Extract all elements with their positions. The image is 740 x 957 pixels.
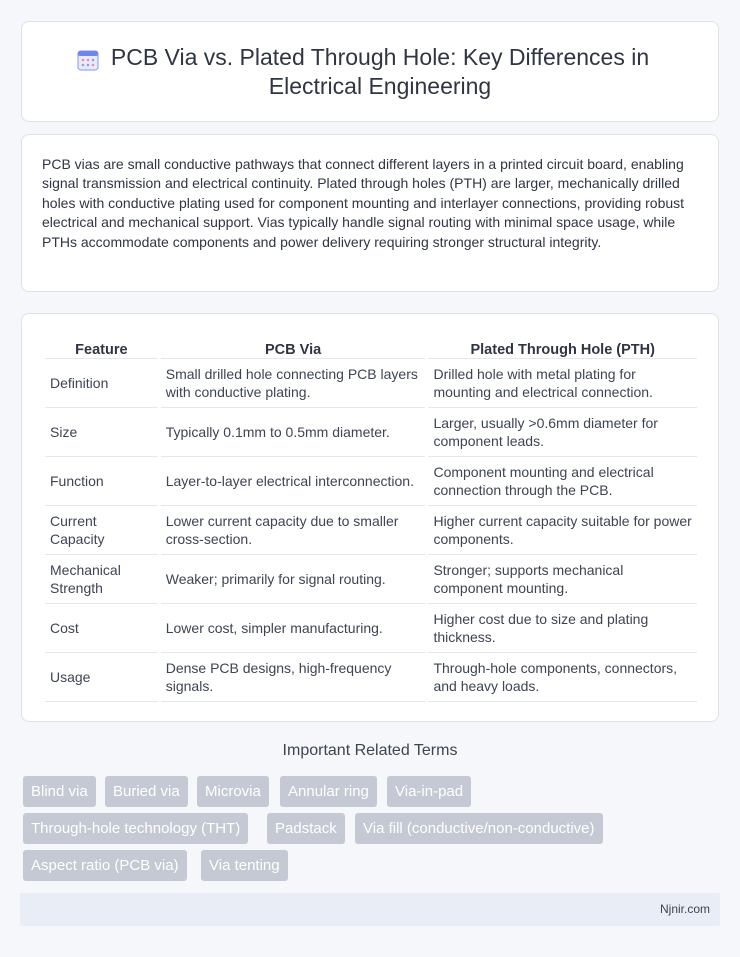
tag-aspect-ratio[interactable]: Aspect ratio (PCB via) — [23, 850, 187, 881]
tag-via-in-pad[interactable]: Via-in-pad — [387, 776, 471, 807]
tag-buried-via[interactable]: Buried via — [105, 776, 188, 807]
row-feature: Usage — [45, 653, 158, 702]
related-terms-heading: Important Related Terms — [282, 742, 458, 759]
row-pth-value: Component mounting and electrical connection through the PCB. — [428, 457, 697, 506]
row-feature: Definition — [45, 359, 158, 408]
row-feature: Cost — [45, 604, 158, 653]
row-pth-value: Through-hole components, connectors, and heavy loads. — [428, 653, 697, 702]
row-pth-value: Higher cost due to size and plating thickness. — [428, 604, 697, 653]
comparison-table — [42, 334, 700, 702]
row-feature: Function — [45, 457, 158, 506]
row-pth-value: Stronger; supports mechanical component mounting. — [428, 555, 697, 604]
row-feature: Mechanical Strength — [45, 555, 158, 604]
row-pth-value: Higher current capacity suitable for power components. — [428, 506, 697, 555]
table-row — [45, 359, 697, 408]
tag-via-fill[interactable]: Via fill (conductive/non-conductive) — [355, 813, 603, 844]
tag-annular-ring[interactable]: Annular ring — [280, 776, 377, 807]
tag-through-hole-technology[interactable]: Through-hole technology (THT) — [23, 813, 248, 844]
intro-paragraph: PCB vias are small conductive pathways that connect different layers in a printed circuit board, enabling signal transmission and electrical continuity. Plated through holes (PTH) are larger, mechanically drilled holes with conductive plating used for component mounting and interlayer connections, providing robust electrical and mechanical support. Vias typically handle signal routing with minimal space usage, while PTHs accommodate components and power delivery requiring stronger structural integrity. — [42, 156, 685, 250]
tag-microvia[interactable]: Microvia — [197, 776, 269, 807]
table-row — [45, 506, 697, 555]
table-row — [45, 604, 697, 653]
row-via-value: Small drilled hole connecting PCB layers with conductive plating. — [161, 359, 426, 408]
table-row — [45, 653, 697, 702]
page-title: PCB Via vs. Plated Through Hole: Key Differences in Electrical Engineering — [110, 43, 650, 99]
row-pth-value: Larger, usually >0.6mm diameter for component leads. — [428, 408, 697, 457]
tag-blind-via[interactable]: Blind via — [23, 776, 96, 807]
row-feature: Current Capacity — [45, 506, 158, 555]
row-via-value: Lower current capacity due to smaller cross-section. — [161, 506, 426, 555]
row-via-value: Weaker; primarily for signal routing. — [161, 555, 426, 604]
table-row — [45, 408, 697, 457]
intro-card — [21, 134, 719, 292]
table-row — [45, 457, 697, 506]
table-row — [45, 555, 697, 604]
comparison-card — [21, 313, 719, 722]
header-pth: Plated Through Hole (PTH) — [428, 334, 697, 359]
row-via-value: Dense PCB designs, high-frequency signals. — [161, 653, 426, 702]
row-feature: Size — [45, 408, 158, 457]
tag-padstack[interactable]: Padstack — [267, 813, 345, 844]
row-via-value: Layer-to-layer electrical interconnection. — [161, 457, 426, 506]
row-via-value: Lower cost, simpler manufacturing. — [161, 604, 426, 653]
row-pth-value: Drilled hole with metal plating for mounting and electrical connection. — [428, 359, 697, 408]
header-pcb-via: PCB Via — [161, 334, 426, 359]
header-feature: Feature — [45, 334, 158, 359]
footer — [20, 893, 720, 926]
row-via-value: Typically 0.1mm to 0.5mm diameter. — [161, 408, 426, 457]
footer-site-link[interactable]: Njnir.com — [659, 902, 710, 916]
title-card — [21, 21, 719, 122]
table-header-row — [45, 334, 697, 359]
tag-via-tenting[interactable]: Via tenting — [201, 850, 288, 881]
